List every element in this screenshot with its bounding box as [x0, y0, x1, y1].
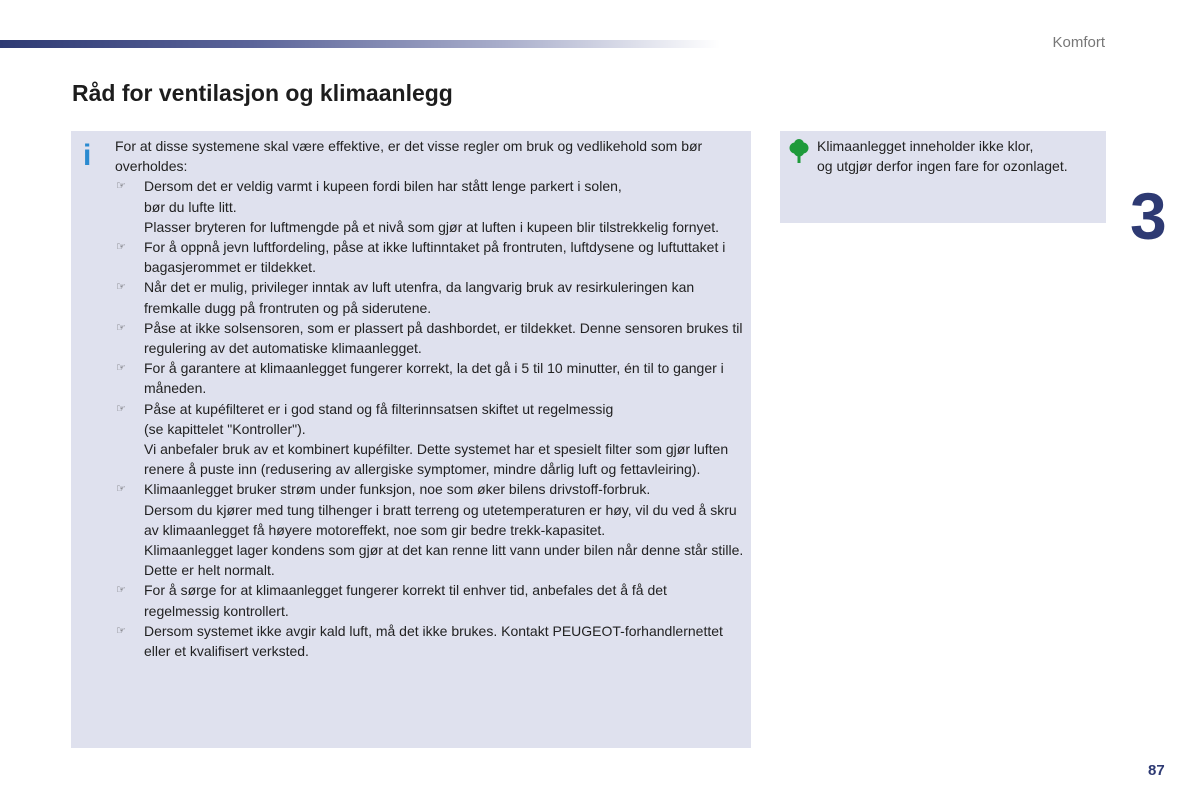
advice-text: Klimaanlegget lager kondens som gjør at det kan renne litt vann under bilen når denne står stille. Dette er helt normalt. — [144, 542, 744, 579]
advice-text: Vi anbefaler bruk av et kombinert kupéfilter. Dette systemet har et spesielt filter som gjør luften renere å puste inn (redusering av allergiske symptomer, mindre dårlig luft og fettavleiring). — [144, 441, 729, 478]
advice-item — [115, 277, 745, 317]
eco-note-line: og utgjør derfor ingen fare for ozonlaget. — [817, 158, 1068, 175]
advice-text: Dersom systemet ikke avgir kald luft, må det ikke brukes. Kontakt PEUGEOT-forhandlernettet eller et kvalifisert verksted. — [144, 622, 723, 660]
advice-item — [115, 399, 745, 480]
advice-text: Påse at kupéfilteret er i god stand og få filterinnsatsen skiftet ut regelmessig — [144, 400, 614, 417]
advice-text: Påse at ikke solsensoren, som er plassert på dashbordet, er tildekket. Denne sensoren brukes til regulering av det automatiske klimaanlegget. — [144, 319, 743, 357]
advice-text: (se kapittelet "Kontroller"). — [144, 420, 306, 437]
advice-text: Dersom det er veldig varmt i kupeen fordi bilen har stått lenge parkert i solen, — [144, 178, 622, 195]
tree-icon — [788, 139, 810, 165]
pointing-hand-icon: ☞ — [116, 624, 126, 637]
pointing-hand-icon: ☞ — [116, 281, 126, 294]
eco-note-line: Klimaanlegget inneholder ikke klor, — [817, 138, 1034, 154]
advice-item — [115, 318, 745, 358]
advice-text: Når det er mulig, privileger inntak av luft utenfra, da langvarig bruk av resirkuleringen kan fremkalle dugg på frontruten og på siderutene. — [144, 279, 695, 316]
advice-item — [115, 358, 745, 398]
info-box — [71, 131, 751, 748]
advice-item — [115, 621, 745, 661]
pointing-hand-icon: ☞ — [116, 362, 126, 375]
advice-text: Dersom du kjører med tung tilhenger i bratt terreng og utetemperaturen er høy, vil du ved å skru av klimaanlegget få høyere motoreffekt, noe som gir bedre trekk-kapasitet. — [144, 501, 737, 538]
pointing-hand-icon: ☞ — [116, 402, 126, 415]
advice-text: For å sørge for at klimaanlegget fungerer korrekt til enhver tid, anbefales det å få det regelmessig kontrollert. — [144, 582, 667, 619]
info-icon: i — [83, 139, 92, 172]
pointing-hand-icon: ☞ — [116, 584, 126, 597]
chapter-number: 3 — [1130, 179, 1167, 253]
eco-box — [780, 131, 1106, 223]
advice-text: Klimaanlegget bruker strøm under funksjon, noe som øker bilens drivstoff-forbruk. — [144, 481, 651, 498]
advice-text: bør du lufte litt. — [144, 198, 237, 215]
advice-text: For å oppnå jevn luftfordeling, påse at ikke luftinntaket på frontruten, luftdysene og luftuttaket i bagasjerommet er tildekket. — [144, 239, 726, 276]
advice-list — [115, 176, 745, 661]
pointing-hand-icon: ☞ — [116, 483, 126, 496]
page-number: 87 — [1148, 762, 1165, 779]
eco-note — [817, 136, 1102, 176]
section-label: Komfort — [1052, 34, 1105, 51]
info-intro: For at disse systemene skal være effektive, er det visse regler om bruk og vedlikehold som bør overholdes: — [115, 138, 703, 175]
advice-text: Plasser bryteren for luftmengde på et nivå som gjør at luften i kupeen blir tilstrekkelig fornyet. — [144, 218, 720, 235]
advice-text: For å garantere at klimaanlegget fungerer korrekt, la det gå i 5 til 10 minutter, én til to ganger i måneden. — [144, 360, 724, 397]
pointing-hand-icon: ☞ — [116, 321, 126, 334]
advice-item — [115, 237, 745, 277]
advice-item — [115, 479, 745, 580]
advice-item — [115, 580, 745, 620]
advice-item — [115, 176, 745, 237]
header-gradient-bar — [0, 40, 720, 48]
page-title: Råd for ventilasjon og klimaanlegg — [72, 80, 453, 106]
pointing-hand-icon: ☞ — [116, 241, 126, 254]
info-content — [115, 136, 745, 661]
pointing-hand-icon: ☞ — [116, 180, 126, 193]
